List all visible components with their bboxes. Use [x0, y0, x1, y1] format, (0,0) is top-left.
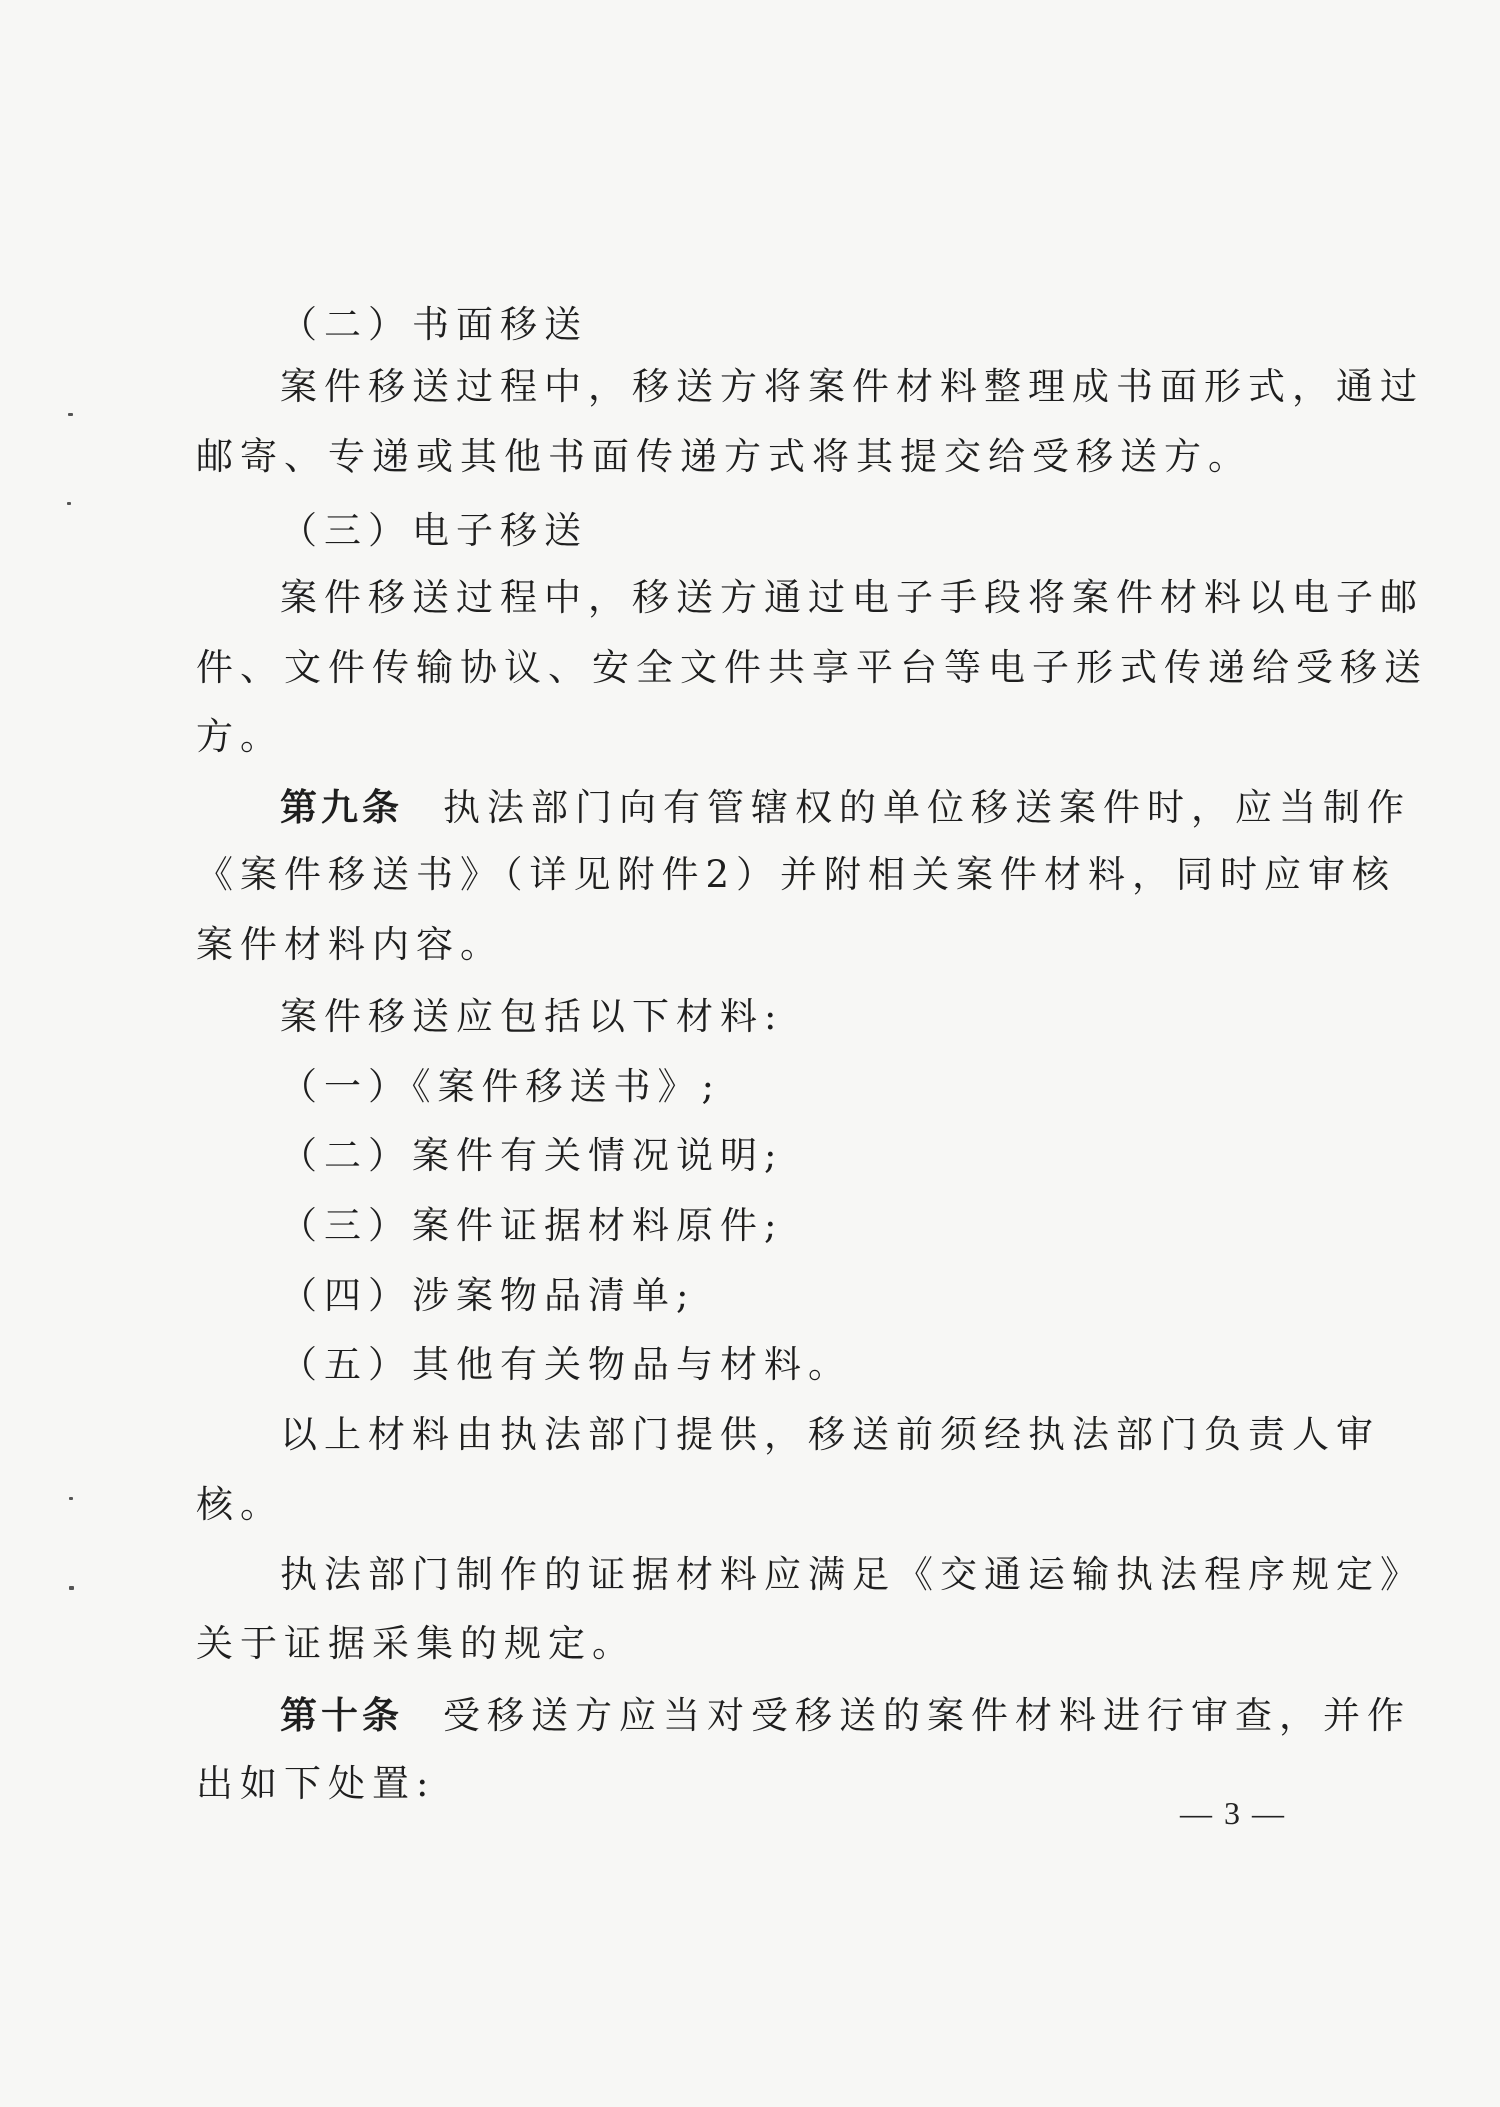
- list-item: （五）其他有关物品与材料。: [280, 1343, 852, 1386]
- body-text-line: 件、文件传输协议、安全文件共享平台等电子形式传递给受移送: [196, 646, 1428, 689]
- article-10-line: [0, 1692, 1500, 1739]
- list-item: （四）涉案物品清单;: [280, 1274, 696, 1317]
- body-text-line: 方。: [196, 715, 284, 758]
- body-text-line: 以上材料由执法部门提供，移送前须经执法部门负责人审: [280, 1413, 1380, 1456]
- body-text-line: 案件材料内容。: [196, 923, 504, 966]
- scan-mark: [67, 502, 71, 505]
- body-text-line: 案件移送应包括以下材料:: [280, 995, 784, 1038]
- body-text-line: 案件移送过程中，移送方将案件材料整理成书面形式，通过: [280, 365, 1424, 408]
- body-text-line: 出如下处置:: [196, 1762, 436, 1805]
- body-text-line: 关于证据采集的规定。: [196, 1622, 636, 1665]
- scan-mark: [69, 1586, 74, 1590]
- article-9-line: [0, 784, 1500, 831]
- scan-mark: [68, 413, 73, 416]
- page-number: — 3 —: [1180, 1795, 1286, 1831]
- section-heading-electronic-transfer: （三）电子移送: [280, 509, 588, 552]
- body-text-line: 核。: [196, 1483, 284, 1526]
- article-9-text: 执法部门向有管辖权的单位移送案件时，应当制作: [443, 786, 1411, 829]
- body-text-line: 执法部门制作的证据材料应满足《交通运输执法程序规定》: [280, 1553, 1424, 1596]
- scan-mark: [69, 1497, 73, 1500]
- list-item: （一）《案件移送书》;: [280, 1065, 721, 1108]
- article-10-text: 受移送方应当对受移送的案件材料进行审查，并作: [443, 1694, 1411, 1737]
- list-item: （三）案件证据材料原件;: [280, 1204, 784, 1247]
- body-text-line: 邮寄、专递或其他书面传递方式将其提交给受移送方。: [196, 435, 1252, 478]
- section-heading-written-transfer: （二）书面移送: [280, 303, 588, 346]
- list-item: （二）案件有关情况说明;: [280, 1134, 784, 1177]
- article-10-heading: 第十条: [280, 1693, 403, 1737]
- article-9-heading: 第九条: [280, 785, 403, 829]
- body-text-line: 案件移送过程中，移送方通过电子手段将案件材料以电子邮: [280, 576, 1424, 619]
- article-9-continuation: 《案件移送书》（详见附件2）并附相关案件材料，同时应审核: [196, 853, 1397, 896]
